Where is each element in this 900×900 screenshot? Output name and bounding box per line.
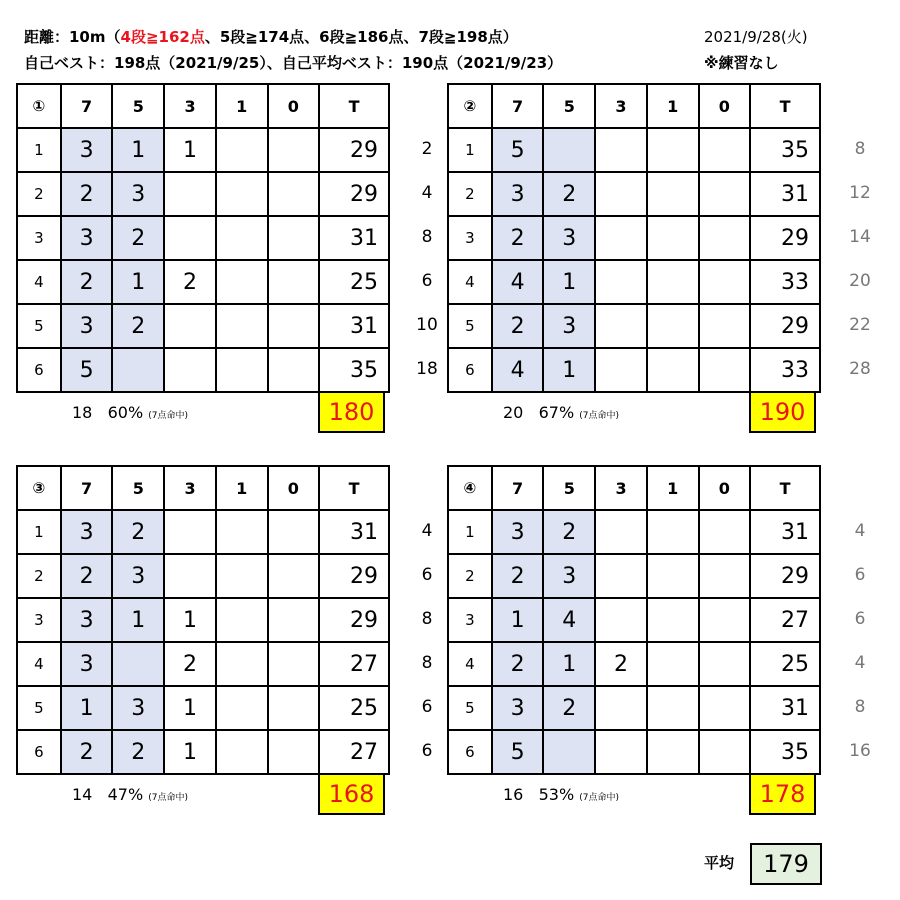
hit-count <box>268 598 320 642</box>
hit-count: 2 <box>61 260 113 304</box>
hit-count: 3 <box>112 554 164 598</box>
column-header: 5 <box>112 84 164 128</box>
hit-count <box>268 730 320 774</box>
hit-count: 2 <box>112 216 164 260</box>
end-total: 31 <box>319 216 389 260</box>
column-header: 0 <box>699 466 751 510</box>
end-number: 4 <box>17 642 61 686</box>
hit-count <box>216 510 268 554</box>
end-number: 6 <box>17 348 61 392</box>
column-header: 0 <box>699 84 751 128</box>
hit-count <box>164 304 216 348</box>
hit-count: 1 <box>112 260 164 304</box>
hit-count: 3 <box>492 510 544 554</box>
round-total: 168 <box>318 773 385 815</box>
column-header: 1 <box>647 84 699 128</box>
hit-count <box>216 598 268 642</box>
round-total: 180 <box>318 391 385 433</box>
table-row <box>448 348 820 392</box>
round-summary <box>503 403 619 422</box>
hit-count <box>595 348 647 392</box>
hit-count <box>164 510 216 554</box>
hit-count: 2 <box>492 304 544 348</box>
hit-count <box>216 128 268 172</box>
hit-count: 1 <box>543 260 595 304</box>
end-total: 31 <box>750 686 820 730</box>
end-number: 6 <box>17 730 61 774</box>
end-number: 5 <box>448 304 492 348</box>
hit-count <box>647 598 699 642</box>
hit-note: (7点命中) <box>148 411 189 421</box>
hit-count <box>216 172 268 216</box>
difference-value: 4 <box>854 653 866 673</box>
hit-percentage: 67% <box>538 403 575 422</box>
hit-count <box>216 730 268 774</box>
side-value: 6 <box>421 271 433 291</box>
table-row <box>17 260 389 304</box>
hit-percentage: 47% <box>107 785 144 804</box>
hit-count: 1 <box>112 598 164 642</box>
average-value: 179 <box>750 843 822 885</box>
column-header: 3 <box>164 84 216 128</box>
hit-count <box>164 172 216 216</box>
table-row <box>17 348 389 392</box>
round-label: ④ <box>448 466 492 510</box>
hit-note: (7点命中) <box>148 793 189 803</box>
difference-value: 14 <box>849 227 871 247</box>
hit-count: 4 <box>492 348 544 392</box>
side-value: 6 <box>421 697 433 717</box>
hit-count <box>112 642 164 686</box>
hit-count: 2 <box>112 510 164 554</box>
end-total: 25 <box>319 686 389 730</box>
hit-count: 2 <box>112 304 164 348</box>
hit-count: 2 <box>61 554 113 598</box>
hit-count <box>268 510 320 554</box>
hit-count: 2 <box>112 730 164 774</box>
side-value: 8 <box>421 227 433 247</box>
end-number: 5 <box>17 304 61 348</box>
side-value: 6 <box>421 741 433 761</box>
hit-count: 2 <box>164 260 216 304</box>
hit-count: 3 <box>543 216 595 260</box>
table-row <box>448 216 820 260</box>
side-value: 2 <box>421 139 433 159</box>
hit-count: 3 <box>61 642 113 686</box>
hit-count: 3 <box>61 216 113 260</box>
hit-count <box>699 216 751 260</box>
hit-count <box>216 554 268 598</box>
round-summary <box>72 403 188 422</box>
end-total: 33 <box>750 348 820 392</box>
hit-count <box>164 348 216 392</box>
table-row <box>448 128 820 172</box>
hit-count: 3 <box>61 510 113 554</box>
hit-count <box>699 172 751 216</box>
hit-total: 18 <box>72 403 93 422</box>
end-number: 3 <box>17 216 61 260</box>
end-total: 33 <box>750 260 820 304</box>
table-row <box>448 510 820 554</box>
end-number: 6 <box>448 730 492 774</box>
hit-count <box>216 216 268 260</box>
column-header: 3 <box>595 466 647 510</box>
hit-count <box>595 554 647 598</box>
table-row <box>17 642 389 686</box>
table-row <box>17 304 389 348</box>
side-value: 8 <box>421 609 433 629</box>
round-label: ③ <box>17 466 61 510</box>
column-header: 7 <box>61 84 113 128</box>
hit-count: 1 <box>61 686 113 730</box>
hit-count: 1 <box>543 642 595 686</box>
hit-count <box>595 598 647 642</box>
hit-count <box>268 260 320 304</box>
hit-count <box>268 348 320 392</box>
table-row <box>448 554 820 598</box>
end-number: 1 <box>448 128 492 172</box>
hit-count: 1 <box>112 128 164 172</box>
hit-count: 3 <box>61 128 113 172</box>
column-header: T <box>750 466 820 510</box>
score-table <box>16 83 390 393</box>
table-row <box>448 598 820 642</box>
end-number: 4 <box>448 260 492 304</box>
hit-count: 4 <box>543 598 595 642</box>
hit-count <box>164 554 216 598</box>
end-total: 31 <box>750 172 820 216</box>
target-4dan: 4段≧162点 <box>120 28 205 46</box>
column-header: 1 <box>216 466 268 510</box>
hit-count <box>699 260 751 304</box>
hit-count <box>647 216 699 260</box>
hit-count <box>268 642 320 686</box>
column-header: 1 <box>216 84 268 128</box>
column-header: 3 <box>164 466 216 510</box>
hit-count <box>647 172 699 216</box>
hit-count <box>268 172 320 216</box>
column-header: 0 <box>268 84 320 128</box>
hit-count <box>699 730 751 774</box>
hit-count: 1 <box>164 686 216 730</box>
hit-count <box>216 304 268 348</box>
hit-count <box>647 510 699 554</box>
end-total: 31 <box>319 510 389 554</box>
end-number: 2 <box>17 554 61 598</box>
table-row <box>17 686 389 730</box>
hit-count <box>595 172 647 216</box>
hit-count <box>647 730 699 774</box>
end-number: 2 <box>448 554 492 598</box>
hit-count: 3 <box>543 554 595 598</box>
column-header: 5 <box>543 84 595 128</box>
column-header: T <box>319 466 389 510</box>
end-number: 4 <box>17 260 61 304</box>
column-header: T <box>319 84 389 128</box>
end-total: 27 <box>319 730 389 774</box>
difference-value: 22 <box>849 315 871 335</box>
end-total: 31 <box>319 304 389 348</box>
difference-value: 8 <box>854 697 866 717</box>
end-total: 29 <box>750 304 820 348</box>
hit-count: 2 <box>543 510 595 554</box>
hit-count <box>268 304 320 348</box>
hit-count <box>595 686 647 730</box>
hit-count <box>699 554 751 598</box>
hit-count: 2 <box>492 216 544 260</box>
hit-count <box>216 642 268 686</box>
round-summary <box>503 785 619 804</box>
end-number: 3 <box>448 216 492 260</box>
end-total: 29 <box>319 128 389 172</box>
hit-total: 16 <box>503 785 524 804</box>
side-value: 18 <box>416 359 438 379</box>
hit-count: 1 <box>543 348 595 392</box>
end-number: 5 <box>448 686 492 730</box>
column-header: 7 <box>61 466 113 510</box>
hit-count <box>268 686 320 730</box>
column-header: 5 <box>112 466 164 510</box>
hit-count <box>595 510 647 554</box>
side-value: 8 <box>421 653 433 673</box>
hit-count <box>647 260 699 304</box>
end-total: 27 <box>319 642 389 686</box>
round-label: ② <box>448 84 492 128</box>
date: 2021/9/28(火) <box>704 28 808 46</box>
end-number: 3 <box>448 598 492 642</box>
end-number: 2 <box>448 172 492 216</box>
hit-count: 4 <box>492 260 544 304</box>
hit-count: 3 <box>61 598 113 642</box>
hit-count: 3 <box>543 304 595 348</box>
hit-count: 2 <box>543 172 595 216</box>
hit-count <box>595 730 647 774</box>
hit-count <box>699 304 751 348</box>
end-total: 27 <box>750 598 820 642</box>
hit-count <box>216 260 268 304</box>
table-row <box>17 510 389 554</box>
table-row <box>448 304 820 348</box>
hit-count <box>647 554 699 598</box>
hit-count: 5 <box>61 348 113 392</box>
hit-count: 3 <box>492 686 544 730</box>
column-header: 5 <box>543 466 595 510</box>
hit-count <box>699 642 751 686</box>
hit-count <box>595 260 647 304</box>
hit-count: 2 <box>595 642 647 686</box>
column-header: 0 <box>268 466 320 510</box>
end-number: 6 <box>448 348 492 392</box>
end-total: 29 <box>319 172 389 216</box>
end-total: 35 <box>319 348 389 392</box>
difference-value: 12 <box>849 183 871 203</box>
hit-count: 2 <box>543 686 595 730</box>
difference-value: 28 <box>849 359 871 379</box>
hit-count <box>647 304 699 348</box>
hit-count <box>543 128 595 172</box>
end-total: 29 <box>319 598 389 642</box>
end-number: 4 <box>448 642 492 686</box>
end-total: 29 <box>750 216 820 260</box>
end-number: 5 <box>17 686 61 730</box>
hit-count <box>647 128 699 172</box>
score-table <box>16 465 390 775</box>
side-value: 10 <box>416 315 438 335</box>
hit-count: 2 <box>61 172 113 216</box>
hit-count <box>595 304 647 348</box>
difference-value: 20 <box>849 271 871 291</box>
side-value: 6 <box>421 565 433 585</box>
score-table <box>447 83 821 393</box>
end-total: 35 <box>750 730 820 774</box>
table-row <box>17 172 389 216</box>
hit-count: 5 <box>492 128 544 172</box>
hit-count: 3 <box>112 172 164 216</box>
difference-value: 4 <box>854 521 866 541</box>
end-number: 1 <box>448 510 492 554</box>
end-total: 29 <box>319 554 389 598</box>
side-value: 4 <box>421 183 433 203</box>
hit-count: 2 <box>164 642 216 686</box>
hit-count <box>543 730 595 774</box>
hit-count <box>595 128 647 172</box>
hit-count: 2 <box>61 730 113 774</box>
column-header: T <box>750 84 820 128</box>
distance-line: 距離：10m（4段≧162点、5段≧174点、6段≧186点、7段≧198点） <box>24 28 518 46</box>
personal-best-line: 自己ベスト：198点（2021/9/25）、自己平均ベスト：190点（2021/9/23） <box>24 54 563 72</box>
round-label: ① <box>17 84 61 128</box>
round-summary <box>72 785 188 804</box>
hit-count <box>699 598 751 642</box>
hit-count: 1 <box>492 598 544 642</box>
difference-value: 16 <box>849 741 871 761</box>
hit-count <box>647 642 699 686</box>
table-row <box>448 172 820 216</box>
hit-count <box>164 216 216 260</box>
difference-value: 6 <box>854 565 866 585</box>
end-number: 3 <box>17 598 61 642</box>
end-total: 35 <box>750 128 820 172</box>
hit-count <box>699 510 751 554</box>
hit-count <box>268 216 320 260</box>
hit-count: 1 <box>164 128 216 172</box>
table-row <box>17 554 389 598</box>
hit-note: (7点命中) <box>579 793 620 803</box>
end-total: 29 <box>750 554 820 598</box>
difference-value: 8 <box>854 139 866 159</box>
end-total: 25 <box>750 642 820 686</box>
end-number: 1 <box>17 128 61 172</box>
table-row <box>17 128 389 172</box>
end-number: 2 <box>17 172 61 216</box>
hit-count: 1 <box>164 730 216 774</box>
hit-count <box>216 348 268 392</box>
hit-total: 14 <box>72 785 93 804</box>
hit-count: 1 <box>164 598 216 642</box>
hit-count: 5 <box>492 730 544 774</box>
hit-count: 3 <box>112 686 164 730</box>
table-row <box>448 642 820 686</box>
hit-count: 3 <box>61 304 113 348</box>
hit-percentage: 60% <box>107 403 144 422</box>
column-header: 7 <box>492 84 544 128</box>
hit-count <box>268 554 320 598</box>
column-header: 7 <box>492 466 544 510</box>
side-value: 4 <box>421 521 433 541</box>
end-total: 31 <box>750 510 820 554</box>
hit-count <box>699 128 751 172</box>
hit-count <box>699 686 751 730</box>
hit-count <box>647 686 699 730</box>
round-total: 190 <box>749 391 816 433</box>
end-number: 1 <box>17 510 61 554</box>
difference-value: 6 <box>854 609 866 629</box>
table-row <box>17 598 389 642</box>
hit-count <box>112 348 164 392</box>
table-row <box>448 686 820 730</box>
table-row <box>17 216 389 260</box>
hit-count <box>216 686 268 730</box>
table-row <box>448 260 820 304</box>
round-total: 178 <box>749 773 816 815</box>
column-header: 3 <box>595 84 647 128</box>
hit-count <box>647 348 699 392</box>
hit-count <box>268 128 320 172</box>
hit-count: 2 <box>492 554 544 598</box>
hit-count: 3 <box>492 172 544 216</box>
hit-note: (7点命中) <box>579 411 620 421</box>
column-header: 1 <box>647 466 699 510</box>
hit-count <box>699 348 751 392</box>
table-row <box>17 730 389 774</box>
hit-count: 2 <box>492 642 544 686</box>
practice-note: ※練習なし <box>704 54 779 72</box>
hit-count <box>595 216 647 260</box>
average-label: 平均 <box>704 854 735 872</box>
hit-percentage: 53% <box>538 785 575 804</box>
end-total: 25 <box>319 260 389 304</box>
table-row <box>448 730 820 774</box>
score-table <box>447 465 821 775</box>
hit-total: 20 <box>503 403 524 422</box>
